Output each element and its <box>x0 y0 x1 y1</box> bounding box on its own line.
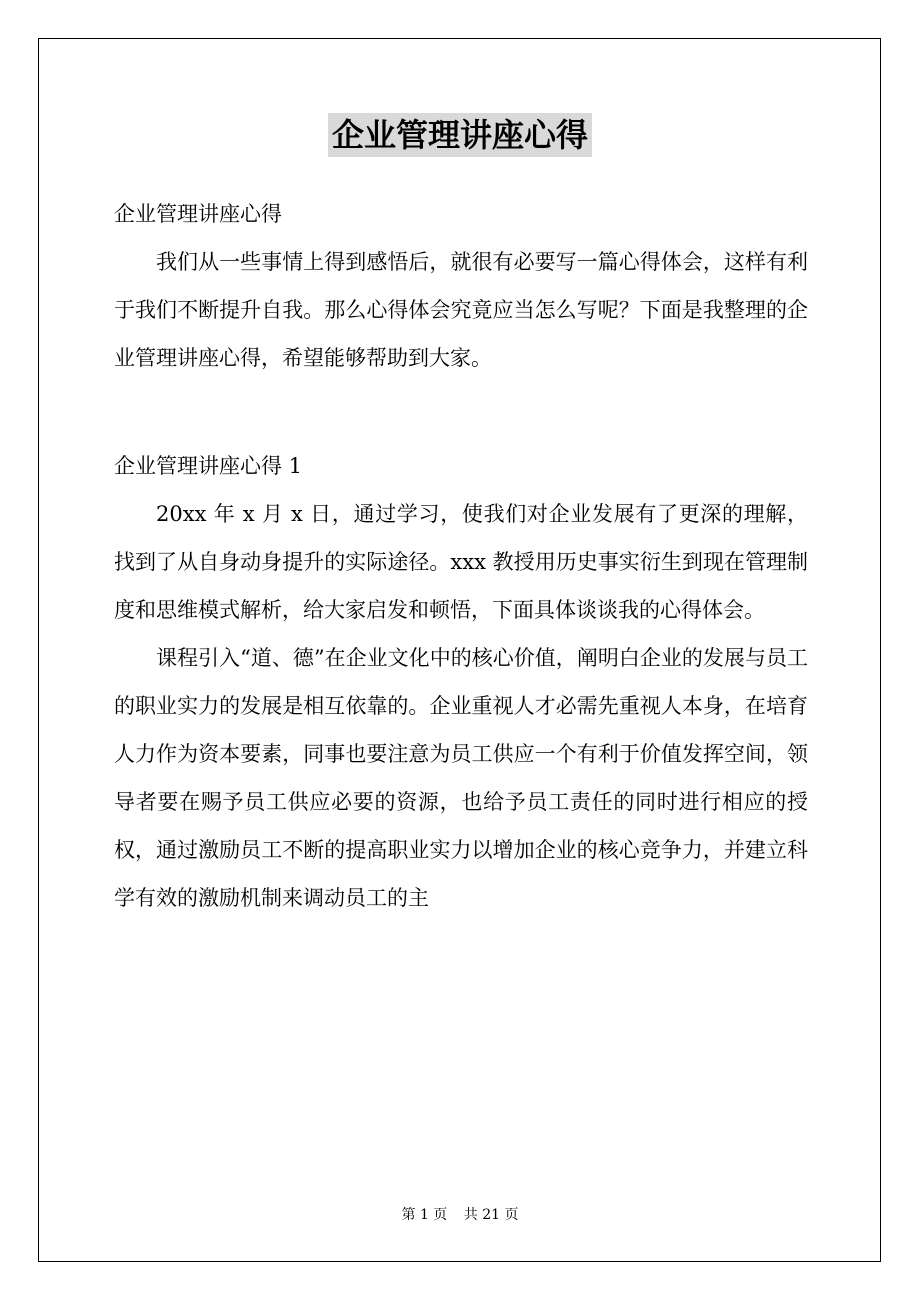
document-title-text: 企业管理讲座心得 <box>328 113 592 157</box>
section-gap <box>114 382 808 442</box>
page-number: 第 1 页 <box>401 1207 448 1223</box>
body-paragraph-1: 20xx 年 x 月 x 日，通过学习，使我们对企业发展有了更深的理解，找到了从自身动身提升的实际途径。xxx 教授用历史事实衍生到现在管理制度和思维模式解析，给大家启发和顿悟，下面具体谈谈我的心得体会。 <box>114 502 808 622</box>
body-paragraph-2: 课程引入“道、德”在企业文化中的核心价值，阐明白企业的发展与员工的职业实力的发展是相互依靠的。企业重视人才必需先重视人本身，在培育人力作为资本要素，同事也要注意为员工供应一个有利于价值发挥空间，领导者要在赐予员工供应必要的资源，也给予员工责任的同时进行相应的授权，通过激励员工不断的提高职业实力以增加企业的核心竞争力，并建立科学有效的激励机制来调动员工的主 <box>114 646 808 910</box>
document-body <box>114 190 808 922</box>
document-title <box>0 113 920 157</box>
intro-paragraph: 我们从一些事情上得到感悟后，就很有必要写一篇心得体会，这样有利于我们不断提升自我。那么心得体会究竟应当怎么写呢？下面是我整理的企业管理讲座心得，希望能够帮助到大家。 <box>114 250 808 370</box>
page-footer <box>0 1203 920 1227</box>
total-pages: 共 21 页 <box>463 1207 519 1223</box>
document-subtitle: 企业管理讲座心得 <box>114 202 282 226</box>
section-heading: 企业管理讲座心得 1 <box>114 454 303 478</box>
